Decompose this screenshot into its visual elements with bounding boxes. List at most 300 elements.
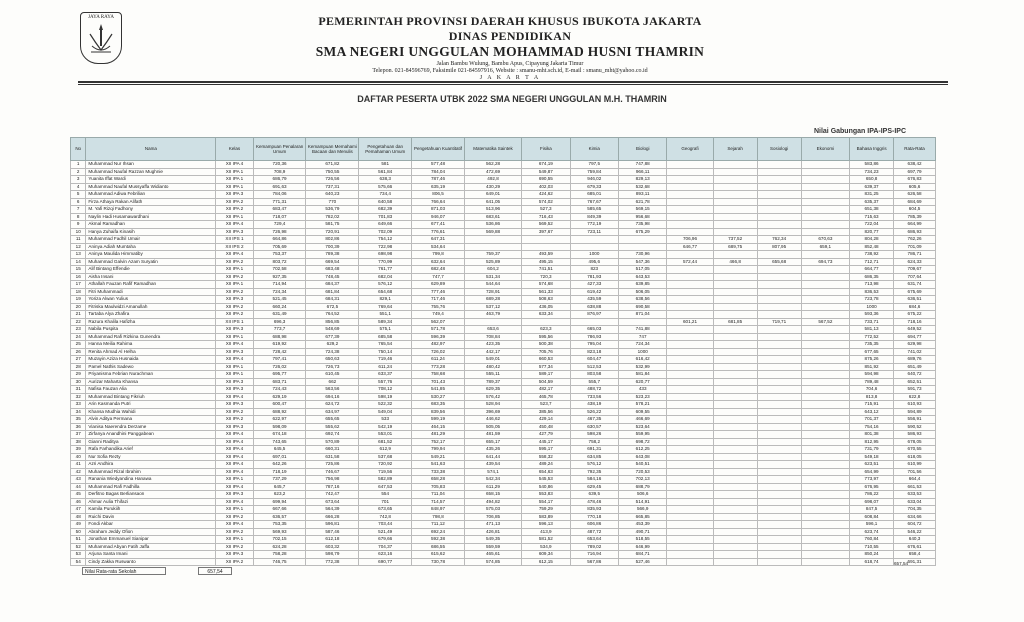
table-cell: 698,07: [850, 498, 894, 506]
table-cell: 686,93: [894, 228, 936, 236]
table-cell: [667, 251, 713, 259]
table-cell: 517,05: [618, 266, 666, 274]
table-cell: [757, 386, 801, 394]
table-cell: 686,79: [253, 176, 306, 184]
table-cell: 30: [71, 378, 86, 386]
table-cell: XII IPA 2: [216, 273, 253, 281]
table-row: [71, 168, 936, 176]
table-cell: 536,79: [306, 206, 359, 214]
table-cell: 639,85: [618, 281, 666, 289]
table-cell: Aninya Maulida Himmatiby: [86, 251, 216, 259]
table-cell: 35: [71, 416, 86, 424]
table-cell: [713, 498, 757, 506]
table-cell: [667, 356, 713, 364]
table-cell: 660,53: [522, 356, 570, 364]
table-cell: 531,34: [464, 273, 521, 281]
table-cell: Fitri Muhammadi: [86, 288, 216, 296]
table-cell: 702,09: [359, 228, 412, 236]
table-cell: 39: [71, 446, 86, 454]
table-cell: [801, 513, 849, 521]
table-cell: 525,89: [464, 258, 521, 266]
table-cell: [713, 356, 757, 364]
table-cell: XII IPA 2: [216, 198, 253, 206]
table-cell: 4: [71, 183, 86, 191]
table-cell: 493,59: [522, 251, 570, 259]
table-cell: 667,66: [253, 506, 306, 514]
table-cell: 683,48: [306, 266, 359, 274]
table-row: [71, 521, 936, 529]
table-cell: 804,28: [850, 236, 894, 244]
table-cell: 782,02: [306, 213, 359, 221]
table-row: [71, 258, 936, 266]
table-cell: [757, 446, 801, 454]
table-cell: 638,88: [570, 303, 618, 311]
table-cell: 676,83: [894, 176, 936, 184]
table-cell: XII IPA 1: [216, 536, 253, 544]
table-cell: 726,02: [253, 363, 306, 371]
table-cell: 450,48: [522, 423, 570, 431]
table-cell: [801, 558, 849, 566]
table-cell: 966,11: [618, 168, 666, 176]
table-cell: 797,5: [570, 161, 618, 169]
table-cell: 742,8: [359, 513, 412, 521]
table-cell: 715,91: [850, 401, 894, 409]
table-cell: 717,46: [412, 296, 465, 304]
table-cell: 623,16: [359, 551, 412, 559]
table-cell: [570, 236, 618, 244]
table-cell: 494,82: [464, 498, 521, 506]
table-cell: XII IPA 2: [216, 311, 253, 319]
table-cell: 754,16: [850, 423, 894, 431]
table-cell: 512,53: [570, 363, 618, 371]
table-cell: 652,51: [894, 378, 936, 386]
table-cell: Gianni Raditya: [86, 438, 216, 446]
table-row: [71, 431, 936, 439]
table-row: [71, 333, 936, 341]
table-cell: 647,53: [359, 483, 412, 491]
table-row: [71, 393, 936, 401]
table-cell: 726,56: [306, 176, 359, 184]
table-cell: [713, 468, 757, 476]
table-cell: 706,96: [667, 236, 713, 244]
table-cell: 622,97: [253, 416, 306, 424]
table-cell: [801, 288, 849, 296]
table-row: [71, 551, 936, 559]
table-cell: [713, 281, 757, 289]
table-cell: 641,44: [464, 453, 521, 461]
table-cell: 465,78: [522, 393, 570, 401]
table-cell: 618,05: [894, 453, 936, 461]
table-cell: 649,01: [464, 191, 521, 199]
table-cell: 645,5: [253, 446, 306, 454]
table-cell: 670,55: [894, 446, 936, 454]
table-cell: 619,42: [570, 288, 618, 296]
table-cell: XII IPS 1: [216, 236, 253, 244]
table-cell: Aurizar Maharta Khansa: [86, 378, 216, 386]
table-cell: [757, 333, 801, 341]
monument-crest-icon: [86, 22, 116, 58]
table-cell: 596,81: [306, 521, 359, 529]
table-cell: 694,73: [801, 258, 849, 266]
table-cell: Muhammad Nur Ihsan: [86, 161, 216, 169]
table-cell: 655,68: [757, 258, 801, 266]
table-cell: 823,18: [570, 348, 618, 356]
table-cell: XII IPA 3: [216, 386, 253, 394]
table-cell: 642,26: [253, 461, 306, 469]
table-cell: Muhammad Adiwa Febrilian: [86, 191, 216, 199]
table-row: [71, 198, 936, 206]
table-cell: 761,77: [359, 266, 412, 274]
table-cell: 635,37: [850, 198, 894, 206]
table-cell: [713, 183, 757, 191]
table-cell: [667, 161, 713, 169]
table-cell: 26: [71, 348, 86, 356]
table-cell: [801, 491, 849, 499]
table-cell: 594,98: [850, 371, 894, 379]
table-cell: [801, 213, 849, 221]
table-cell: 638,56: [618, 296, 666, 304]
table-cell: [667, 176, 713, 184]
table-row: [71, 536, 936, 544]
table-cell: 772,19: [570, 221, 618, 229]
table-cell: 445,17: [522, 438, 570, 446]
table-cell: 786,71: [894, 251, 936, 259]
table-cell: 514,91: [618, 498, 666, 506]
table-cell: Nafisa Fauzan Alia: [86, 386, 216, 394]
table-cell: 633,34: [522, 311, 570, 319]
table-cell: Alvin Aditya Permana: [86, 416, 216, 424]
table-cell: 601,21: [667, 318, 713, 326]
table-cell: 676,95: [850, 483, 894, 491]
table-cell: 699,94: [253, 498, 306, 506]
table-cell: 784,06: [253, 191, 306, 199]
table-cell: 737,29: [253, 476, 306, 484]
table-cell: 738,92: [850, 251, 894, 259]
table-cell: XII IPS 1: [216, 318, 253, 326]
table-cell: 646,77: [667, 243, 713, 251]
table-cell: 836,53: [850, 288, 894, 296]
table-cell: [618, 236, 666, 244]
table-cell: [667, 498, 713, 506]
table-cell: [757, 356, 801, 364]
table-cell: 546,22: [894, 528, 936, 536]
table-cell: 798,8: [412, 513, 465, 521]
table-cell: [801, 408, 849, 416]
table-cell: [713, 401, 757, 409]
table-cell: [757, 183, 801, 191]
table-row: [71, 528, 936, 536]
table-cell: 634,97: [306, 408, 359, 416]
table-cell: 772,38: [306, 558, 359, 566]
table-cell: Alif Bintang Effendie: [86, 266, 216, 274]
table-cell: 20: [71, 303, 86, 311]
table-cell: 21: [71, 311, 86, 319]
table-cell: [667, 416, 713, 424]
table-cell: 604,2: [464, 266, 521, 274]
table-cell: 698,72: [618, 438, 666, 446]
table-cell: [713, 453, 757, 461]
table-cell: XII IPA 3: [216, 551, 253, 559]
table-cell: 413,9: [522, 528, 570, 536]
table-cell: Cindy Zakka Ruswanto: [86, 558, 216, 566]
table-row: [71, 543, 936, 551]
table-cell: 747: [618, 333, 666, 341]
table-cell: 741,51: [522, 266, 570, 274]
table-row: [71, 363, 936, 371]
table-cell: XII IPA 1: [216, 506, 253, 514]
table-cell: [667, 273, 713, 281]
table-row: [71, 371, 936, 379]
table-cell: 542,19: [359, 423, 412, 431]
table-cell: 698,98: [359, 251, 412, 259]
table-cell: Yuanita Iffat Wardi: [86, 176, 216, 184]
table-cell: 433: [618, 386, 666, 394]
table-cell: 694,77: [894, 333, 936, 341]
table-cell: 946,02: [570, 176, 618, 184]
table-cell: [757, 378, 801, 386]
table-cell: 8: [71, 213, 86, 221]
table-cell: [713, 303, 757, 311]
table-cell: 423,35: [464, 341, 521, 349]
table-cell: 789,38: [306, 251, 359, 259]
table-cell: 430,29: [464, 183, 521, 191]
table-cell: 647,31: [412, 236, 465, 244]
table-cell: 537,68: [359, 453, 412, 461]
table-cell: XII IPA 4: [216, 483, 253, 491]
table-cell: [757, 266, 801, 274]
table-cell: 636,51: [894, 296, 936, 304]
table-cell: 611,29: [464, 483, 521, 491]
table-cell: 481,59: [464, 431, 521, 439]
table-cell: 701,37: [850, 416, 894, 424]
table-cell: [757, 371, 801, 379]
table-cell: [801, 378, 849, 386]
table-cell: 596,39: [412, 333, 465, 341]
table-cell: 651,49: [894, 363, 936, 371]
table-cell: 750,14: [359, 348, 412, 356]
table-cell: [757, 296, 801, 304]
table-cell: 551,1: [359, 311, 412, 319]
table-cell: 785,39: [894, 213, 936, 221]
table-cell: [801, 311, 849, 319]
table-row: [71, 558, 936, 566]
table-cell: [801, 251, 849, 259]
table-cell: 610,99: [894, 461, 936, 469]
table-row: [71, 176, 936, 184]
table-cell: 555,62: [306, 423, 359, 431]
table-cell: 772,52: [850, 333, 894, 341]
table-cell: 720,36: [253, 161, 306, 169]
table-cell: 649,52: [894, 326, 936, 334]
table-cell: 682,39: [359, 206, 412, 214]
table-cell: 724,38: [306, 348, 359, 356]
table-cell: [801, 281, 849, 289]
table-cell: 598,79: [306, 551, 359, 559]
table-cell: 643,53: [618, 273, 666, 281]
table-cell: [667, 438, 713, 446]
table-cell: 489,24: [522, 461, 570, 469]
table-cell: [667, 401, 713, 409]
table-cell: 554,17: [522, 498, 570, 506]
table-cell: XII IPA 3: [216, 296, 253, 304]
table-cell: [667, 483, 713, 491]
table-cell: 770,99: [359, 258, 412, 266]
table-cell: 770,18: [570, 513, 618, 521]
table-cell: 703,44: [359, 521, 412, 529]
table-cell: 639,5: [570, 491, 618, 499]
table-cell: 812,95: [850, 438, 894, 446]
table-cell: 9: [71, 221, 86, 229]
table-cell: [713, 393, 757, 401]
table-row: [71, 378, 936, 386]
table-cell: 3: [71, 176, 86, 184]
table-cell: 708,9: [253, 168, 306, 176]
table-row: [71, 161, 936, 169]
table-cell: 37: [71, 431, 86, 439]
table-cell: [801, 386, 849, 394]
table-cell: [667, 213, 713, 221]
table-cell: 44: [71, 483, 86, 491]
table-cell: [667, 191, 713, 199]
table-cell: 17: [71, 281, 86, 289]
table-cell: XII IPA 3: [216, 326, 253, 334]
table-cell: 662: [306, 378, 359, 386]
table-cell: 765,54: [359, 341, 412, 349]
table-cell: 54: [71, 558, 86, 566]
table-cell: XII IPA 4: [216, 251, 253, 259]
table-cell: XII IPA 4: [216, 498, 253, 506]
table-cell: 801,38: [850, 431, 894, 439]
table-cell: 629,19: [253, 393, 306, 401]
table-cell: 733,71: [850, 318, 894, 326]
table-cell: XII IPA 4: [216, 393, 253, 401]
table-cell: 764,52: [306, 311, 359, 319]
table-cell: 718,16: [894, 318, 936, 326]
table-cell: 729,4: [253, 221, 306, 229]
table-cell: 686,55: [412, 543, 465, 551]
table-cell: 646,99: [618, 543, 666, 551]
table-cell: [667, 296, 713, 304]
table-cell: 683,61: [464, 213, 521, 221]
table-cell: [713, 446, 757, 454]
column-header: Kelas: [216, 138, 253, 161]
table-cell: 530,27: [412, 393, 465, 401]
table-cell: 678,05: [894, 438, 936, 446]
table-cell: 574,02: [522, 198, 570, 206]
table-cell: 542,34: [464, 476, 521, 484]
table-cell: 691,31: [894, 558, 936, 566]
table-cell: [713, 251, 757, 259]
table-cell: 666,28: [306, 513, 359, 521]
table-cell: 661,53: [894, 483, 936, 491]
table-cell: 758,28: [253, 551, 306, 559]
table-cell: [713, 528, 757, 536]
table-cell: Muhammad Bintang Fikriuh: [86, 393, 216, 401]
table-cell: [713, 423, 757, 431]
table-cell: [713, 191, 757, 199]
table-cell: [667, 521, 713, 529]
table-cell: 753,35: [253, 521, 306, 529]
table-cell: 12: [71, 243, 86, 251]
table-cell: 683,35: [412, 401, 465, 409]
table-row: [71, 183, 936, 191]
table-cell: [667, 558, 713, 566]
table-cell: 641,05: [464, 198, 521, 206]
table-cell: 623,74: [850, 528, 894, 536]
column-header: Kimia: [570, 138, 618, 161]
table-cell: 711,04: [412, 491, 465, 499]
table-cell: 41: [71, 461, 86, 469]
table-cell: Muhammad Rizal Ibrahim: [86, 468, 216, 476]
table-cell: 569,88: [464, 228, 521, 236]
table-cell: Razura Khalila Hafizha: [86, 318, 216, 326]
table-cell: 839,56: [412, 408, 465, 416]
table-cell: 660,24: [253, 303, 306, 311]
table-cell: [667, 198, 713, 206]
table-cell: [713, 371, 757, 379]
table-cell: 724,34: [253, 288, 306, 296]
table-cell: 612,15: [522, 558, 570, 566]
table-cell: [713, 513, 757, 521]
table-cell: [801, 356, 849, 364]
table-cell: 583,89: [522, 513, 570, 521]
table-cell: 490,71: [618, 528, 666, 536]
table-row: [71, 206, 936, 214]
table-cell: 773,7: [253, 326, 306, 334]
table-cell: 629,89: [412, 281, 465, 289]
table-cell: 871,03: [412, 206, 465, 214]
table-cell: 571,78: [412, 326, 465, 334]
table-cell: 50: [71, 528, 86, 536]
table-cell: 435,59: [570, 296, 618, 304]
table-cell: [713, 273, 757, 281]
table-cell: [757, 288, 801, 296]
table-cell: [713, 476, 757, 484]
table-cell: XII IPA 1: [216, 371, 253, 379]
table-cell: 685,01: [570, 191, 618, 199]
table-cell: 675,29: [618, 228, 666, 236]
table-cell: Pamel Nathis Sadewo: [86, 363, 216, 371]
table-cell: 577,48: [412, 161, 465, 169]
table-row: [71, 401, 936, 409]
table-cell: 795,04: [570, 341, 618, 349]
table-cell: [713, 491, 757, 499]
table-cell: 638,3: [359, 176, 412, 184]
table-cell: XII IPA 3: [216, 401, 253, 409]
table-cell: 634,66: [894, 513, 936, 521]
table-cell: 559,95: [618, 431, 666, 439]
table-cell: 561,84: [359, 168, 412, 176]
table-cell: 581: [359, 161, 412, 169]
table-cell: [757, 206, 801, 214]
table-cell: [713, 461, 757, 469]
table-cell: 675,69: [894, 288, 936, 296]
table-cell: 741,88: [618, 326, 666, 334]
table-cell: 684,6: [894, 303, 936, 311]
table-cell: 612,25: [618, 446, 666, 454]
table-cell: [713, 378, 757, 386]
table-cell: XII IPA 2: [216, 513, 253, 521]
table-cell: 545,53: [522, 476, 570, 484]
table-cell: Vianisa Naerendra Derzame: [86, 423, 216, 431]
table-cell: [757, 521, 801, 529]
table-cell: [667, 371, 713, 379]
table-cell: 549,87: [522, 168, 570, 176]
table-cell: [757, 213, 801, 221]
table-cell: 701,83: [359, 213, 412, 221]
table-cell: [667, 221, 713, 229]
table-cell: [713, 161, 757, 169]
